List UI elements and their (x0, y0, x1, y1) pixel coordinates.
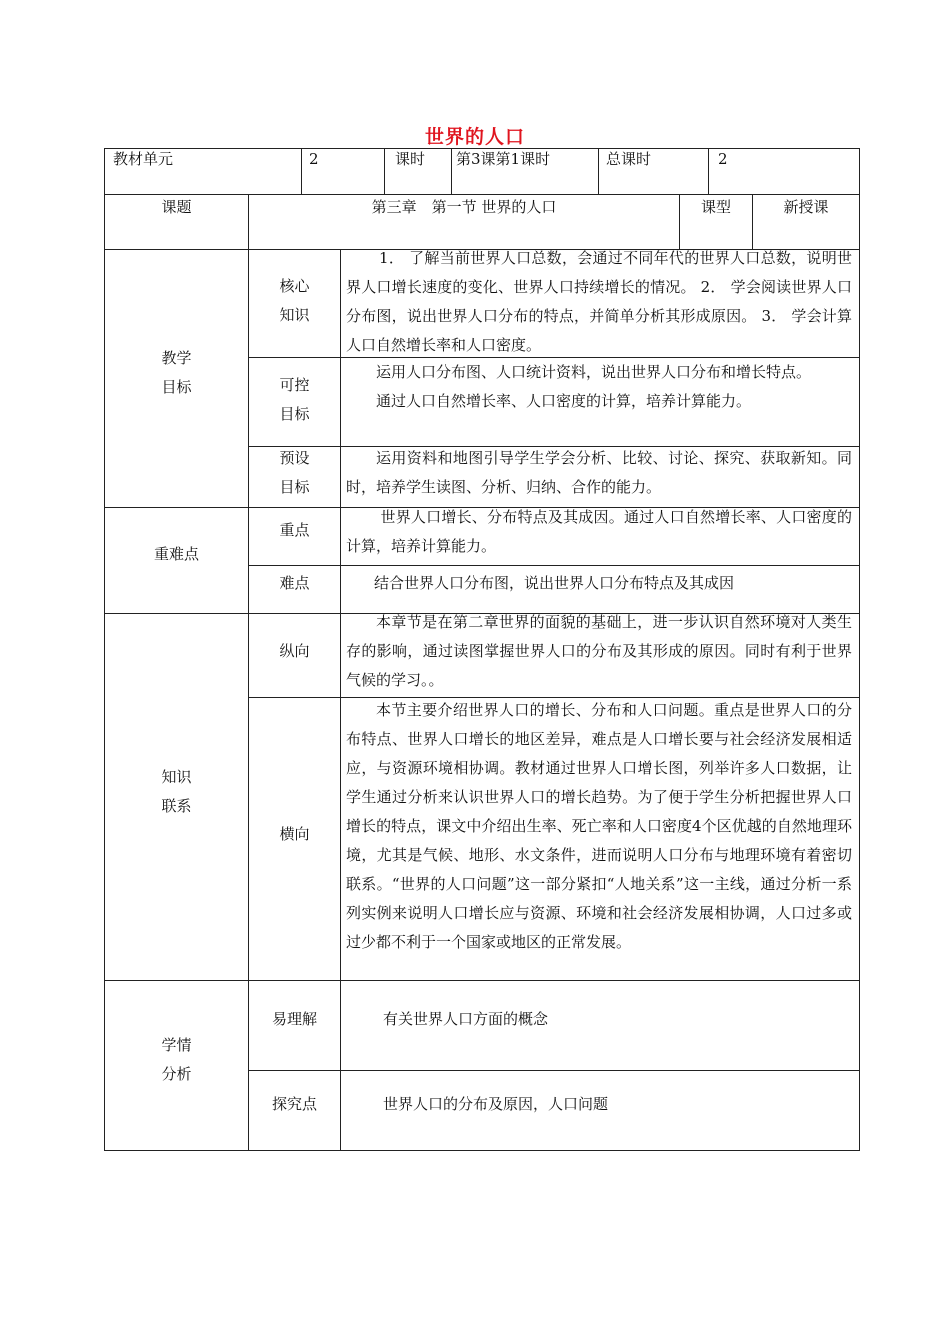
total-value-cell (708, 148, 860, 195)
total-label: 总课时 (606, 150, 652, 168)
key-points-label: 重难点 (153, 545, 199, 563)
period-label: 课时 (395, 150, 426, 168)
preset-goal-label: 预设 目标 (279, 449, 310, 496)
focus-label: 重点 (279, 521, 310, 539)
vertical-text: 本章节是在第二章世界的面貌的基础上，进一步认识自然环境对人类生存的影响，通过读图掌握世界人口的分布及其形成的原因。同时有利于世界气候的学习。。 (346, 613, 852, 689)
difficulty-text: 结合世界人口分布图，说出世界人口分布特点及其成因 (374, 574, 735, 592)
core-knowledge-label: 核心 知识 (279, 277, 310, 324)
topic-value: 第三章 第一节 世界的人口 (371, 198, 557, 216)
vertical-label: 纵向 (279, 642, 310, 660)
type-label: 课型 (700, 198, 731, 216)
easy-label: 易理解 (271, 1010, 317, 1028)
horizontal-text: 本节主要介绍世界人口的增长、分布和人口问题。重点是世界人口的分布特点、世界人口增长的地区差异，难点是人口增长要与社会经济发展相适应，与资源环境相协调。教材通过世界人口增长图，列举许多人口数据，让学生通过分析来认识世界人口的增长趋势。为了便于学生分析把握世界人口增长的特点，课文中介绍出生率、死亡率和人口密度4个区优越的自然地理环境，尤其是气候、地形、水文条件，进而说明人口分布与地理环境有着密切联系。“世界的人口问题”这一部分紧扣“人地关系”这一主线，通过分析一系列实例来说明人口增长应与资源、环境和社会经济发展相协调，人口过多或过少都不利于一个国家或地区的正常发展。 (346, 701, 852, 951)
controllable-goal-text: 运用人口分布图、人口统计资料，说出世界人口分布和增长特点。 通过人口自然增长率、人口密度的计算，培养计算能力。 (376, 363, 812, 410)
type-value: 新授课 (783, 198, 829, 216)
topic-label: 课题 (161, 198, 192, 216)
learning-analysis-label: 学情 分析 (161, 1036, 192, 1083)
difficulty-label: 难点 (279, 574, 310, 592)
easy-text: 有关世界人口方面的概念 (383, 1010, 549, 1028)
explore-text: 世界人口的分布及原因，人口问题 (383, 1095, 609, 1113)
period-value: 第3课第1课时 (456, 150, 551, 168)
preset-goal-text: 运用资料和地图引导学生学会分析、比较、讨论、探究、获取新知。同时，培养学生读图、分析、归纳、合作的能力。 (346, 449, 852, 496)
knowledge-links-label: 知识 联系 (161, 768, 192, 815)
controllable-goal-label: 可控 目标 (279, 376, 310, 423)
objectives-label: 教学 目标 (161, 349, 192, 396)
focus-text: 世界人口增长、分布特点及其成因。通过人口自然增长率、人口密度的计算，培养计算能力。 (346, 508, 852, 555)
unit-label: 教材单元 (113, 150, 174, 168)
total-value: 2 (718, 150, 728, 168)
page-title: 世界的人口 (424, 126, 525, 148)
explore-label: 探究点 (271, 1095, 317, 1113)
horizontal-label: 横向 (279, 825, 310, 843)
unit-value: 2 (309, 150, 319, 168)
core-knowledge-text: 1． 了解当前世界人口总数，会通过不同年代的世界人口总数，说明世界人口增长速度的变化、世界人口持续增长的情况。 2． 学会阅读世界人口分布图，说出世界人口分布的特点，并简单分析其形成原因。 3． 学会计算人口自然增长率和人口密度。 (346, 249, 852, 354)
